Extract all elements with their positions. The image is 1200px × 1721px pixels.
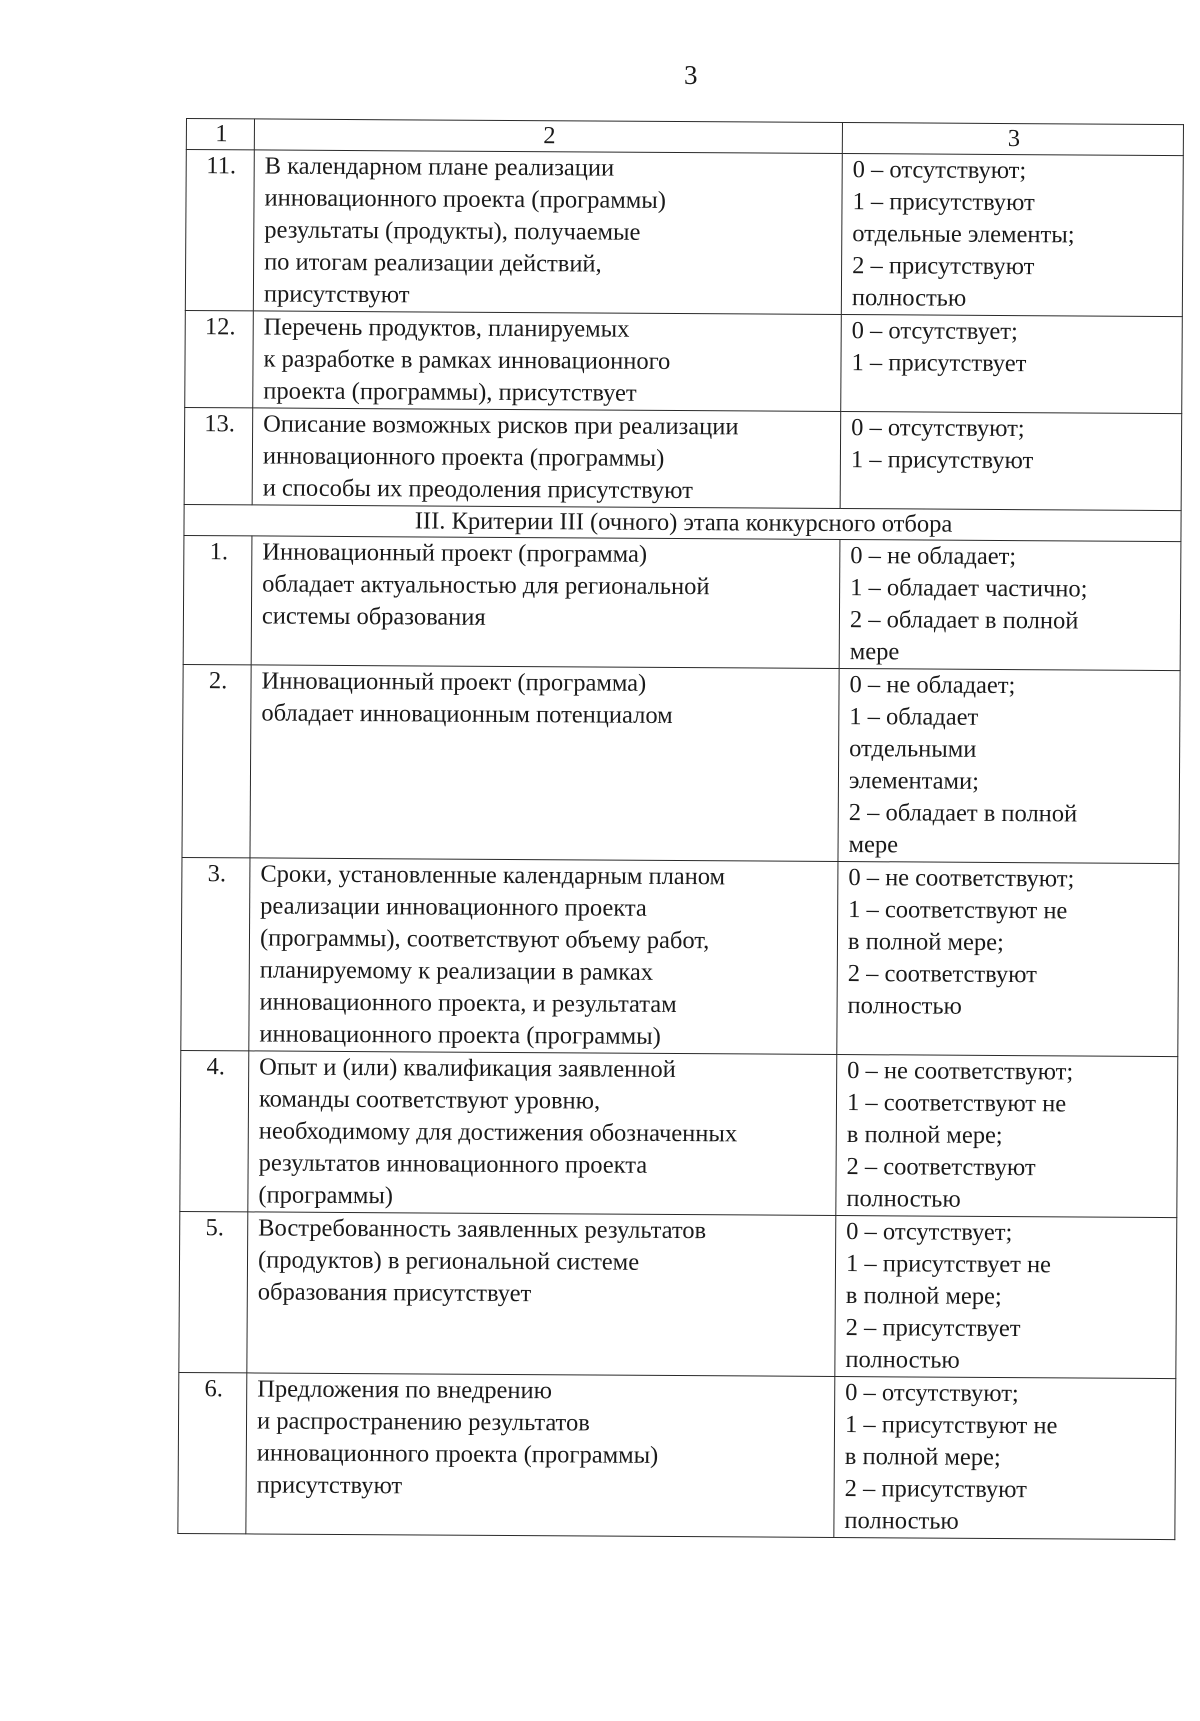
criterion-line: образования присутствует — [257, 1278, 532, 1308]
table-row — [183, 535, 1181, 670]
score-line: отдельные элементы; — [852, 220, 1075, 249]
score-line: 1 – соответствуют не — [848, 896, 1068, 925]
score-line: 1 – присутствуют не — [844, 1411, 1058, 1440]
criterion-line: реализации инновационного проекта — [260, 892, 647, 922]
criterion-cell — [248, 1051, 837, 1216]
criterion-line: Инновационный проект (программа) — [262, 538, 648, 568]
table-row — [178, 1372, 1176, 1539]
score-line: 2 – соответствуют — [847, 960, 1037, 989]
row-number: 12. — [185, 310, 254, 407]
table-row — [185, 150, 1183, 317]
score-line: элементами; — [848, 767, 980, 795]
criterion-cell — [252, 408, 841, 509]
score-line: 0 – не соответствуют; — [848, 864, 1075, 893]
criterion-line: Предложения по внедрению — [257, 1375, 553, 1405]
score-line: 0 – не обладает; — [849, 671, 1016, 700]
criterion-cell — [247, 1212, 836, 1377]
criterion-line: команды соответствуют уровню, — [258, 1085, 601, 1115]
criterion-line: обладает инновационным потенциалом — [261, 699, 673, 729]
criterion-line: (продуктов) в региональной системе — [257, 1246, 640, 1276]
header-col-3: 3 — [842, 123, 1183, 156]
score-line: 1 – присутствуют — [850, 446, 1034, 475]
score-line: 0 – не обладает; — [850, 542, 1017, 571]
criterion-line: результатов инновационного проекта — [258, 1149, 648, 1179]
criterion-line: присутствуют — [263, 280, 410, 309]
criterion-line: присутствуют — [256, 1471, 403, 1500]
score-cell — [834, 1376, 1176, 1539]
page-number: 3 — [684, 60, 698, 90]
criterion-cell — [251, 536, 840, 669]
score-line: полностью — [845, 1346, 960, 1374]
criterion-line: (программы) — [258, 1181, 394, 1210]
criterion-line: Опыт и (или) квалификация заявленной — [259, 1053, 676, 1084]
criterion-line: необходимому для достижения обозначенных — [258, 1117, 738, 1148]
score-cell — [839, 540, 1181, 671]
score-line: в полной мере; — [847, 928, 1004, 957]
table-row — [181, 857, 1179, 1056]
criterion-line: инновационного проекта (программы) — [264, 184, 666, 214]
score-cell — [841, 315, 1183, 414]
row-number: 6. — [178, 1372, 247, 1533]
score-line: 1 – присутствует не — [845, 1250, 1052, 1279]
criterion-line: планируемому к реализации в рамках — [259, 956, 654, 986]
criterion-line: обладает актуальностью для региональной — [262, 570, 710, 601]
criterion-line: инновационного проекта, и результатам — [259, 988, 677, 1019]
score-line: 1 – соответствуют не — [846, 1089, 1067, 1118]
score-line: в полной мере; — [844, 1443, 1001, 1472]
criterion-line: проекта (программы), присутствует — [263, 377, 637, 407]
score-line: 2 – обладает в полной — [849, 606, 1079, 635]
row-number: 4. — [180, 1050, 249, 1211]
score-cell — [841, 154, 1183, 317]
score-cell — [838, 669, 1180, 864]
score-cell — [836, 1054, 1178, 1217]
criterion-line: Описание возможных рисков при реализации — [263, 410, 739, 441]
row-number: 1. — [183, 535, 252, 664]
criterion-cell — [253, 311, 842, 412]
score-line: 0 – отсутствуют; — [852, 156, 1027, 185]
score-line: мере — [849, 638, 900, 666]
score-line: 2 – присутствуют — [852, 252, 1035, 281]
criterion-line: инновационного проекта (программы) — [262, 442, 665, 472]
score-line: 0 – отсутствуют; — [845, 1379, 1019, 1408]
score-line: 1 – присутствуют — [852, 188, 1035, 217]
score-cell — [837, 861, 1179, 1056]
score-line: 1 – обладает — [849, 703, 979, 731]
criterion-line: результаты (продукты), получаемые — [264, 216, 641, 246]
score-line: в полной мере; — [845, 1282, 1002, 1311]
score-line: полностью — [844, 1507, 959, 1535]
criterion-line: (программы), соответствуют объему работ, — [259, 924, 710, 955]
criterion-line: Инновационный проект (программа) — [261, 667, 647, 697]
table-row — [179, 1211, 1177, 1378]
criterion-line: и способы их преодоления присутствуют — [262, 474, 693, 505]
criterion-line: Сроки, установленные календарным планом — [260, 860, 726, 891]
row-number: 2. — [182, 664, 251, 857]
score-line: мере — [848, 831, 899, 859]
score-line: 2 – обладает в полной — [848, 799, 1078, 828]
score-cell — [840, 412, 1182, 511]
criterion-line: В календарном плане реализации — [264, 152, 615, 182]
score-line: 1 – присутствует — [851, 349, 1027, 378]
row-number: 3. — [181, 857, 250, 1050]
criterion-line: к разработке в рамках инновационного — [263, 345, 671, 375]
score-line: полностью — [851, 284, 967, 312]
criterion-line: инновационного проекта (программы) — [256, 1439, 659, 1469]
score-line: 2 – присутствует — [845, 1314, 1021, 1343]
table-row — [185, 310, 1183, 413]
score-line: отдельными — [849, 735, 977, 763]
criterion-cell — [250, 665, 839, 862]
header-col-1: 1 — [186, 119, 254, 150]
criteria-table — [177, 118, 1184, 1540]
score-line: в полной мере; — [846, 1121, 1003, 1150]
table-row — [184, 407, 1182, 510]
table-row — [180, 1050, 1178, 1217]
criterion-line: и распространению результатов — [256, 1407, 590, 1437]
score-line: полностью — [846, 1185, 961, 1213]
criterion-line: Перечень продуктов, планируемых — [263, 313, 630, 343]
table-row — [182, 664, 1180, 863]
section-title: III. Критерии III (очного) этапа конкурсного отбора — [184, 504, 1181, 541]
score-line: 0 – отсутствуют; — [851, 414, 1025, 443]
row-number: 13. — [184, 407, 253, 504]
score-line: 0 – отсутствует; — [851, 317, 1018, 346]
criterion-line: инновационного проекта (программы) — [259, 1020, 661, 1050]
criterion-line: по итогам реализации действий, — [264, 248, 602, 278]
criterion-line: системы образования — [261, 602, 486, 631]
row-number: 5. — [179, 1211, 248, 1372]
score-line: 0 – не соответствуют; — [847, 1057, 1074, 1086]
criterion-cell — [246, 1373, 835, 1538]
criterion-cell — [253, 150, 842, 315]
score-line: 1 – обладает частично; — [850, 574, 1088, 603]
row-number: 11. — [185, 150, 254, 311]
score-line: 0 – отсутствует; — [846, 1218, 1013, 1247]
score-cell — [835, 1215, 1177, 1378]
criterion-line: Востребованность заявленных результатов — [258, 1214, 707, 1245]
header-col-2: 2 — [254, 119, 842, 154]
criterion-cell — [249, 858, 838, 1055]
score-line: 2 – присутствуют — [844, 1475, 1028, 1504]
score-line: полностью — [847, 992, 962, 1020]
score-line: 2 – соответствуют — [846, 1153, 1036, 1182]
